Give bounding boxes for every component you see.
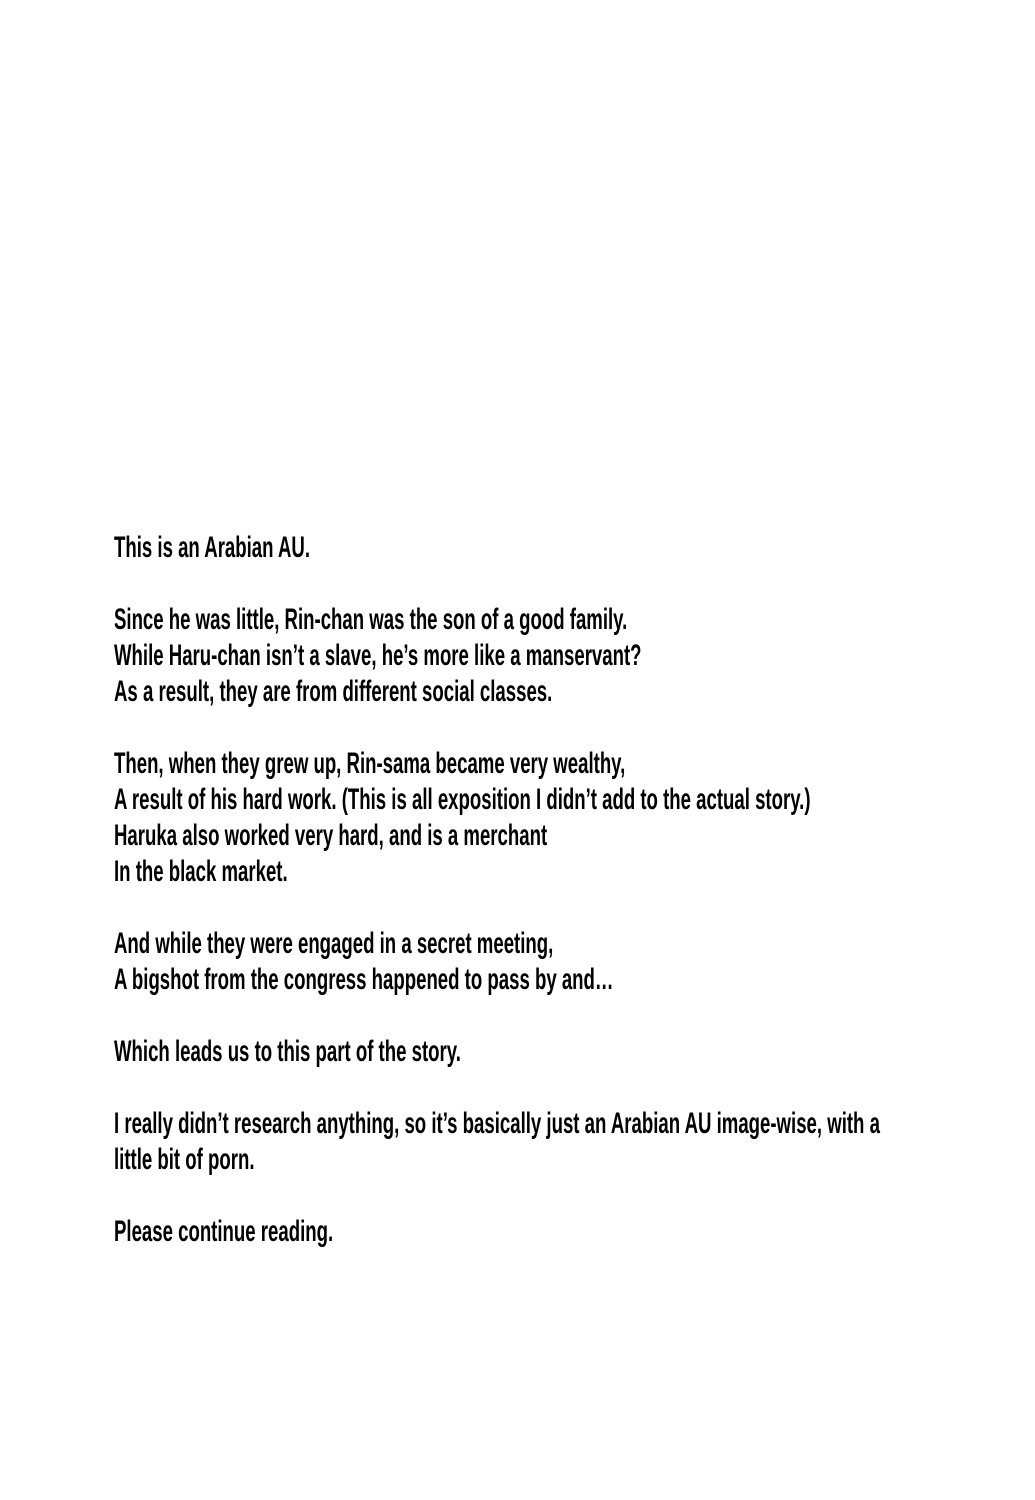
text-line: Which leads us to this part of the story.	[114, 1035, 461, 1068]
paragraph	[114, 1034, 948, 1070]
text-line: This is an Arabian AU.	[114, 531, 311, 564]
paragraph	[114, 746, 948, 890]
paragraph	[114, 1106, 948, 1178]
text-line: In the black market.	[114, 855, 288, 888]
text-line: Since he was little, Rin-chan was the son of a good family.	[114, 603, 628, 636]
paragraph	[114, 530, 948, 566]
text-line: Please continue reading.	[114, 1215, 334, 1248]
text-line: As a result, they are from different social classes.	[114, 675, 553, 708]
text-line: A result of his hard work. (This is all exposition I didn’t add to the actual story.)	[114, 783, 811, 816]
text-line: While Haru-chan isn’t a slave, he’s more like a manservant?	[114, 639, 642, 672]
paragraph	[114, 926, 948, 998]
text-line: A bigshot from the congress happened to pass by and…	[114, 963, 614, 996]
text-line: I really didn’t research anything, so it’s basically just an Arabian AU image-wise, with a	[114, 1107, 880, 1140]
text-line: Then, when they grew up, Rin-sama became very wealthy,	[114, 747, 626, 780]
text-line: Haruka also worked very hard, and is a merchant	[114, 819, 548, 852]
text-line: And while they were engaged in a secret meeting,	[114, 927, 554, 960]
text-line: little bit of porn.	[114, 1143, 255, 1176]
paragraph	[114, 1214, 948, 1250]
translator-note-text	[114, 530, 948, 1286]
paragraph	[114, 602, 948, 710]
